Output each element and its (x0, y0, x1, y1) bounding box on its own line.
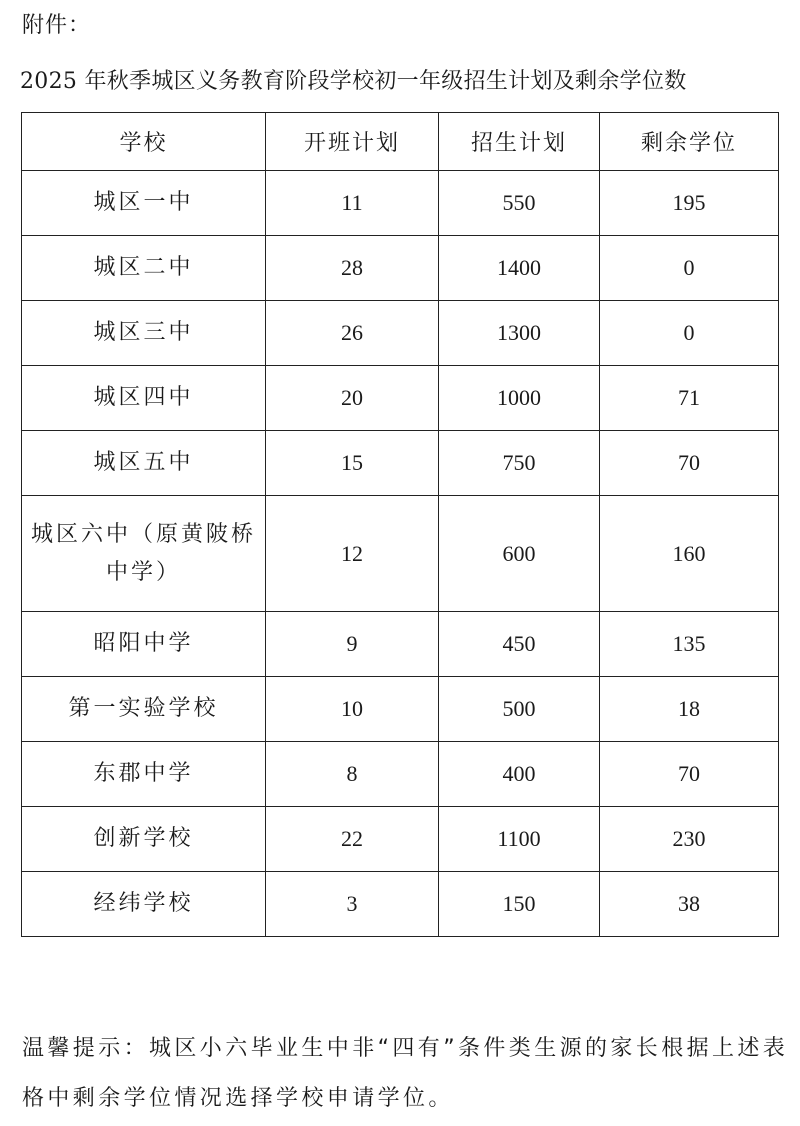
school-name: 城区一中 (22, 171, 266, 236)
table-row (22, 366, 779, 431)
enroll-plan: 600 (439, 496, 600, 612)
table-row (22, 872, 779, 937)
class-plan: 9 (266, 612, 439, 677)
header-enroll-plan: 招生计划 (439, 113, 600, 171)
school-name: 第一实验学校 (22, 677, 266, 742)
table-row (22, 496, 779, 612)
class-plan: 22 (266, 807, 439, 872)
remaining-seats: 230 (600, 807, 779, 872)
table-row (22, 301, 779, 366)
remaining-seats: 160 (600, 496, 779, 612)
school-name: 昭阳中学 (22, 612, 266, 677)
remaining-seats: 0 (600, 236, 779, 301)
school-name: 城区三中 (22, 301, 266, 366)
school-name: 经纬学校 (22, 872, 266, 937)
table-row (22, 742, 779, 807)
header-class-plan: 开班计划 (266, 113, 439, 171)
enroll-plan: 750 (439, 431, 600, 496)
class-plan: 11 (266, 171, 439, 236)
remaining-seats: 135 (600, 612, 779, 677)
enroll-plan: 1400 (439, 236, 600, 301)
enroll-plan: 400 (439, 742, 600, 807)
table-row (22, 236, 779, 301)
remaining-seats: 195 (600, 171, 779, 236)
class-plan: 26 (266, 301, 439, 366)
remaining-seats: 70 (600, 742, 779, 807)
school-name: 城区四中 (22, 366, 266, 431)
remaining-seats: 18 (600, 677, 779, 742)
enroll-plan: 1300 (439, 301, 600, 366)
class-plan: 8 (266, 742, 439, 807)
enroll-plan: 150 (439, 872, 600, 937)
header-school: 学校 (22, 113, 266, 171)
enroll-plan: 1100 (439, 807, 600, 872)
school-name: 东郡中学 (22, 742, 266, 807)
enroll-plan: 450 (439, 612, 600, 677)
remaining-seats: 70 (600, 431, 779, 496)
document-title: 2025 年秋季城区义务教育阶段学校初一年级招生计划及剩余学位数 (20, 69, 687, 94)
enrollment-plan-table (21, 112, 779, 937)
school-name: 城区六中（原黄陂桥中学） (22, 496, 266, 612)
class-plan: 20 (266, 366, 439, 431)
enroll-plan: 1000 (439, 366, 600, 431)
class-plan: 10 (266, 677, 439, 742)
table-row (22, 171, 779, 236)
remaining-seats: 71 (600, 366, 779, 431)
table-row (22, 612, 779, 677)
class-plan: 12 (266, 496, 439, 612)
table-header-row (22, 113, 779, 171)
header-remaining-seats: 剩余学位 (600, 113, 779, 171)
class-plan: 15 (266, 431, 439, 496)
remaining-seats: 38 (600, 872, 779, 937)
school-name: 城区二中 (22, 236, 266, 301)
remaining-seats: 0 (600, 301, 779, 366)
class-plan: 3 (266, 872, 439, 937)
table-row (22, 677, 779, 742)
class-plan: 28 (266, 236, 439, 301)
table-row (22, 431, 779, 496)
enroll-plan: 550 (439, 171, 600, 236)
school-name: 创新学校 (22, 807, 266, 872)
table-row (22, 807, 779, 872)
school-name: 城区五中 (22, 431, 266, 496)
reminder-note: 温馨提示：城区小六毕业生中非“四有”条件类生源的家长根据上述表格中剩余学位情况选择学校申请学位。 (22, 1036, 789, 1111)
attachment-label: 附件： (22, 13, 92, 38)
enroll-plan: 500 (439, 677, 600, 742)
